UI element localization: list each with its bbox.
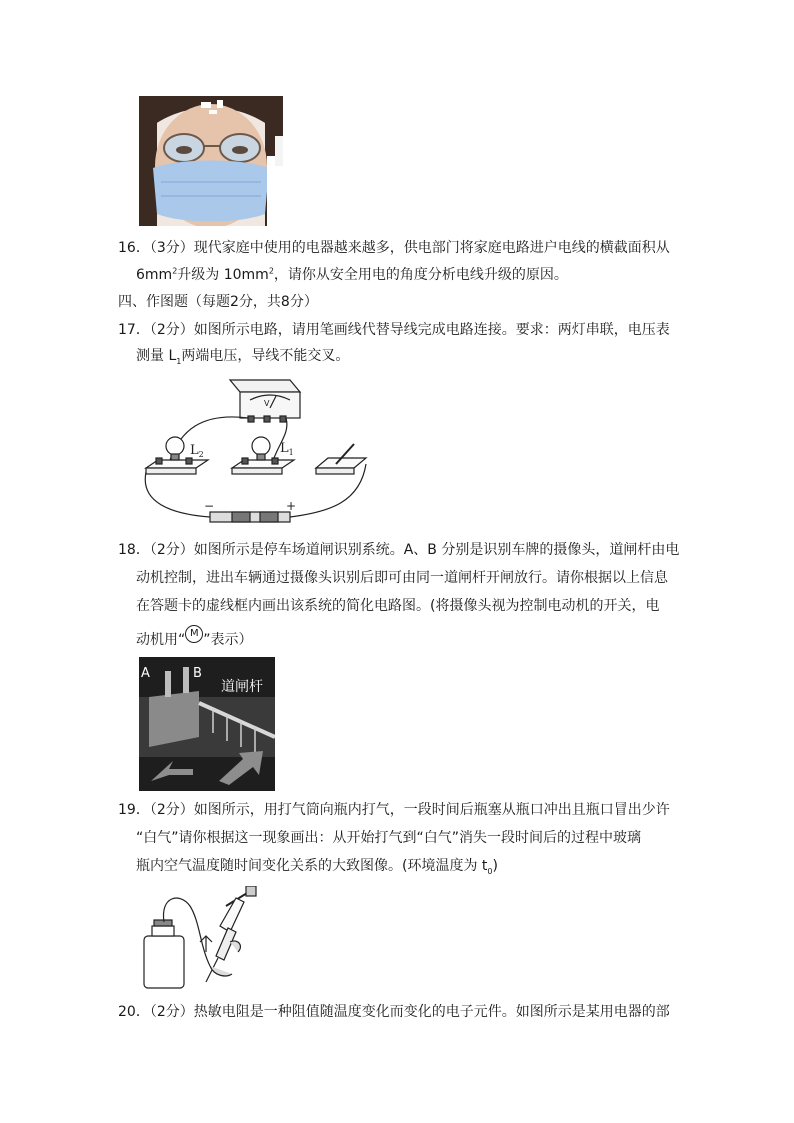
motor-symbol-icon: M <box>185 625 203 643</box>
svg-text:道闸杆: 道闸杆 <box>221 679 263 695</box>
q18-line4: 动机用“ M ”表示） <box>136 630 253 651</box>
mask-photo <box>139 96 283 226</box>
q20-line1: 20．（2分）热敏电阻是一种阻值随温度变化而变化的电子元件。如图所示是某用电器的部 <box>118 1004 670 1020</box>
svg-text:L1: $L_1$ <box>280 441 294 457</box>
q18-line2: 动机控制，进出车辆通过摄像头识别后即可由同一道闸杆开闸放行。请你根据以上信息 <box>136 570 668 586</box>
svg-text:A: A <box>141 666 150 681</box>
section-heading: 四、作图题（每题2分，共8分） <box>118 294 318 310</box>
q17-line2: 测量 $L_1$两端电压，导线不能交叉。 <box>136 348 350 366</box>
svg-text:B: B <box>193 666 202 681</box>
svg-text:+: + <box>286 499 297 513</box>
q19-line3: 瓶内空气温度随时间变化关系的大致图像。(环境温度为 $t_0$) <box>136 858 498 876</box>
q19-line2: “白气”请你根据这一现象画出：从开始打气到“白气”消失一段时间后的过程中玻璃 <box>136 830 642 846</box>
q16-line2: $6mm^2$升级为 $10mm^2$，请你从安全用电的角度分析电线升级的原因。 <box>136 266 568 283</box>
q18-line3: 在答题卡的虚线框内画出该系统的简化电路图。(将摄像头视为控制电动机的开关，电 <box>136 598 660 614</box>
parking-gate-photo <box>139 657 275 791</box>
q16-line1: 16．（3分）现代家庭中使用的电器越来越多，供电部门将家庭电路进户电线的横截面积从 <box>118 240 670 256</box>
svg-text:−: − <box>204 499 215 513</box>
svg-text:L2: $L_2$ <box>190 443 204 459</box>
pump-bottle-figure <box>140 886 270 990</box>
circuit-figure <box>140 372 370 528</box>
svg-text:V: V <box>264 399 270 408</box>
q19-line1: 19．（2分）如图所示，用打气筒向瓶内打气，一段时间后瓶塞从瓶口冲出且瓶口冒出少许 <box>118 802 670 818</box>
q17-line1: 17．（2分）如图所示电路，请用笔画线代替导线完成电路连接。要求：两灯串联，电压表 <box>118 322 670 338</box>
q18-line1: 18．（2分）如图所示是停车场道闸识别系统。A、B 分别是识别车牌的摄像头，道闸杆由电 <box>118 542 680 558</box>
